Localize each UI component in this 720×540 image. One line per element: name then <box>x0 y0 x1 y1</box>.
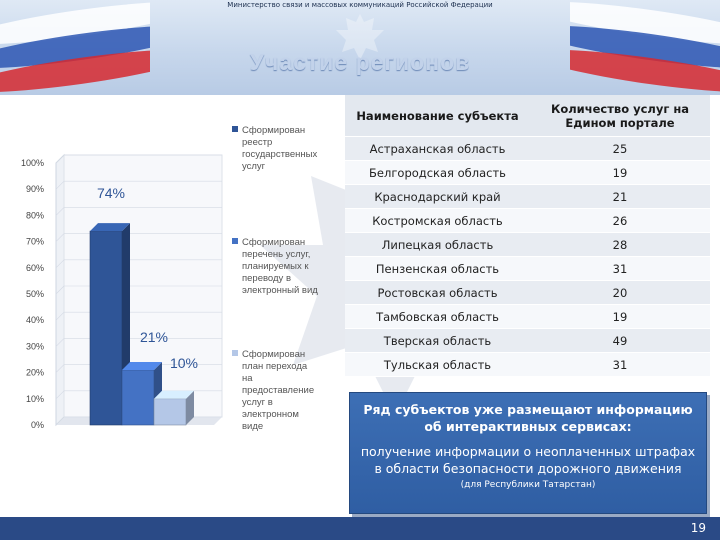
legend-entry: Сформирован перечень услуг, планируемых к переводу в электронный вид <box>242 237 318 296</box>
data-label: 74% <box>96 185 126 201</box>
ministry-name: Министерство связи и массовых коммуникаций Российской Федерации <box>227 1 493 9</box>
table-row <box>345 281 710 305</box>
region-name: Астраханская область <box>369 141 506 156</box>
data-label: 10% <box>169 355 199 371</box>
y-tick-label: 70% <box>25 236 44 247</box>
y-tick-label: 60% <box>25 262 44 273</box>
legend-entry: Сформирован план перехода на предоставление услуг в электронном виде <box>242 349 315 432</box>
services-table <box>345 95 710 377</box>
service-count: 31 <box>612 357 628 372</box>
legend-swatch <box>232 238 238 244</box>
table-row <box>345 233 710 257</box>
page-title: Участие регионов <box>249 49 471 75</box>
callout-note: (для Республики Татарстан) <box>460 480 596 490</box>
y-tick-label: 10% <box>25 393 44 404</box>
region-name: Тамбовская область <box>376 309 499 324</box>
table-row <box>345 305 710 329</box>
region-name: Липецкая область <box>381 237 494 252</box>
bar-1 <box>90 231 122 425</box>
legend-entry: Сформирован реестр государственных услуг <box>242 125 318 172</box>
table-row <box>345 353 710 377</box>
interactive-services-callout <box>349 392 707 514</box>
callout-text: получение информации о неоплаченных штрафах в области безопасности дорожного движения <box>360 444 696 476</box>
table-row <box>345 329 710 353</box>
service-count: 26 <box>612 213 628 228</box>
y-tick-label: 100% <box>20 158 44 168</box>
y-tick-label: 30% <box>25 341 44 352</box>
table-header-count: Количество услуг на Едином портале <box>550 101 690 130</box>
table-header-subject: Наименование субъекта <box>356 108 519 123</box>
region-name: Тульская область <box>383 357 492 372</box>
callout-heading: Ряд субъектов уже размещают информацию об интерактивных сервисах: <box>363 402 693 434</box>
region-name: Ростовская область <box>377 285 498 300</box>
region-name: Костромская область <box>372 213 503 228</box>
russian-flag-left <box>0 0 150 95</box>
y-tick-label: 80% <box>25 210 44 221</box>
table-row <box>345 209 710 233</box>
service-count: 25 <box>612 141 628 156</box>
table-header <box>345 95 710 137</box>
regions-bar-chart <box>14 116 344 436</box>
data-label: 21% <box>139 329 169 345</box>
y-tick-label: 50% <box>25 289 44 299</box>
service-count: 19 <box>612 165 628 180</box>
region-name: Пензенская область <box>375 261 500 276</box>
y-tick-label: 40% <box>25 315 44 326</box>
service-count: 20 <box>612 285 628 300</box>
region-name: Тверская область <box>383 333 492 348</box>
y-tick-label: 90% <box>25 184 44 195</box>
service-count: 19 <box>612 309 628 324</box>
region-name: Белгородская область <box>369 165 506 180</box>
service-count: 28 <box>612 237 628 252</box>
service-count: 31 <box>612 261 628 276</box>
table-row <box>345 185 710 209</box>
y-tick-label: 20% <box>25 367 44 378</box>
y-tick-label: 0% <box>30 420 44 430</box>
slide-header <box>0 0 720 95</box>
legend-swatch <box>232 350 238 356</box>
legend-swatch <box>232 126 238 132</box>
service-count: 49 <box>612 333 628 348</box>
table-row <box>345 137 710 161</box>
page-number: 19 <box>690 521 706 535</box>
table-row <box>345 257 710 281</box>
table-row <box>345 161 710 185</box>
slide-footer <box>0 517 720 540</box>
russian-flag-right <box>570 0 720 95</box>
bar-3 <box>154 399 186 425</box>
region-name: Краснодарский край <box>374 189 501 204</box>
service-count: 21 <box>612 189 628 204</box>
bar-2 <box>122 370 154 425</box>
